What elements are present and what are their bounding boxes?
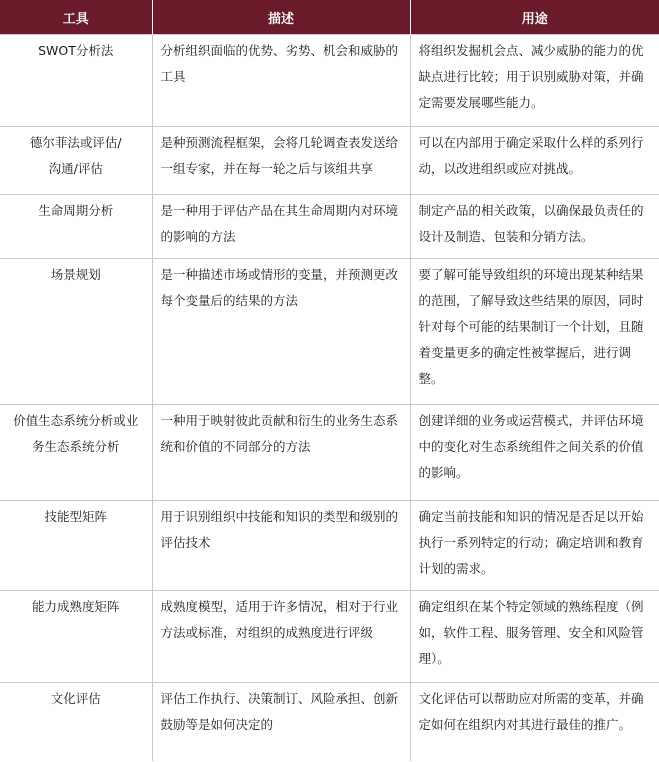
tool-name: 价值生态系统分析或业务生态系统分析 bbox=[13, 413, 139, 454]
description-cell bbox=[152, 405, 410, 501]
tool-cell bbox=[0, 195, 152, 259]
tool-name: 文化评估 bbox=[50, 691, 101, 706]
table-row bbox=[0, 127, 659, 195]
table-row bbox=[0, 259, 659, 405]
tool-usage: 要了解可能导致组织的环境出现某种结果的范围，了解导致这些结果的原因，同时针对每个可能的结果制订一个计划，且随着变量更多的确定性被掌握后，进行调整。 bbox=[418, 267, 644, 386]
table-body bbox=[0, 35, 659, 761]
tool-description: 一种用于映射彼此贡献和衍生的业务生态系统和价值的不同部分的方法 bbox=[160, 413, 399, 454]
tool-name: 能力成熟度矩阵 bbox=[31, 599, 120, 614]
tool-name: 德尔菲法或评估/沟通/评估 bbox=[29, 135, 122, 176]
tool-cell bbox=[0, 127, 152, 195]
usage-cell bbox=[410, 127, 659, 195]
tool-cell bbox=[0, 405, 152, 501]
table-header bbox=[0, 0, 659, 35]
table-row bbox=[0, 35, 659, 127]
description-cell bbox=[152, 259, 410, 405]
tool-name: 场景规划 bbox=[50, 267, 101, 282]
table-row bbox=[0, 195, 659, 259]
tool-name: 技能型矩阵 bbox=[44, 509, 107, 524]
table-row bbox=[0, 683, 659, 761]
usage-cell bbox=[410, 501, 659, 591]
tool-usage: 将组织发掘机会点、减少威胁的能力的优缺点进行比较；用于识别威胁对策，并确定需要发展哪些能力。 bbox=[418, 43, 644, 110]
table-row bbox=[0, 591, 659, 683]
description-cell bbox=[152, 195, 410, 259]
header-row bbox=[0, 0, 659, 35]
usage-cell bbox=[410, 591, 659, 683]
tool-name: 生命周期分析 bbox=[38, 203, 114, 218]
usage-cell bbox=[410, 405, 659, 501]
description-cell bbox=[152, 35, 410, 127]
usage-cell bbox=[410, 35, 659, 127]
table-row bbox=[0, 405, 659, 501]
tool-description: 是一种用于评估产品在其生命周期内对环境的影响的方法 bbox=[160, 203, 399, 244]
usage-cell bbox=[410, 683, 659, 761]
tool-description: 是种预测流程框架，会将几轮调查表发送给一组专家，并在每一轮之后与该组共享 bbox=[160, 135, 399, 176]
tool-usage: 可以在内部用于确定采取什么样的系列行动，以改进组织或应对挑战。 bbox=[418, 135, 644, 176]
tool-description: 成熟度模型，适用于许多情况，相对于行业方法或标准，对组织的成熟度进行评级 bbox=[160, 599, 399, 640]
usage-cell bbox=[410, 195, 659, 259]
tool-cell bbox=[0, 591, 152, 683]
tool-usage: 创建详细的业务或运营模式，并评估环境中的变化对生态系统组件之间关系的价值的影响。 bbox=[418, 413, 644, 480]
table-row bbox=[0, 501, 659, 591]
description-cell bbox=[152, 501, 410, 591]
tool-description: 分析组织面临的优势、劣势、机会和威胁的工具 bbox=[160, 43, 399, 84]
header-usage: 用途 bbox=[410, 0, 659, 35]
tool-cell bbox=[0, 35, 152, 127]
tool-description: 评估工作执行、决策制订、风险承担、创新鼓励等是如何决定的 bbox=[160, 691, 399, 732]
tool-name: SWOT分析法 bbox=[38, 43, 114, 58]
header-description: 描述 bbox=[152, 0, 410, 35]
tool-cell bbox=[0, 683, 152, 761]
header-tool: 工具 bbox=[0, 0, 152, 35]
tool-usage: 确定当前技能和知识的情况是否足以开始执行一系列特定的行动；确定培训和教育计划的需求。 bbox=[418, 509, 644, 576]
tool-description: 用于识别组织中技能和知识的类型和级别的评估技术 bbox=[160, 509, 399, 550]
tool-cell bbox=[0, 259, 152, 405]
tool-usage: 确定组织在某个特定领域的熟练程度（例如，软件工程、服务管理、安全和风险管理）。 bbox=[418, 599, 644, 666]
description-cell bbox=[152, 591, 410, 683]
description-cell bbox=[152, 683, 410, 761]
description-cell bbox=[152, 127, 410, 195]
tool-usage: 制定产品的相关政策，以确保最负责任的设计及制造、包装和分销方法。 bbox=[418, 203, 644, 244]
tool-description: 是一种描述市场或情形的变量，并预测更改每个变量后的结果的方法 bbox=[160, 267, 399, 308]
tool-usage: 文化评估可以帮助应对所需的变革，并确定如何在组织内对其进行最佳的推广。 bbox=[418, 691, 644, 732]
tool-cell bbox=[0, 501, 152, 591]
usage-cell bbox=[410, 259, 659, 405]
